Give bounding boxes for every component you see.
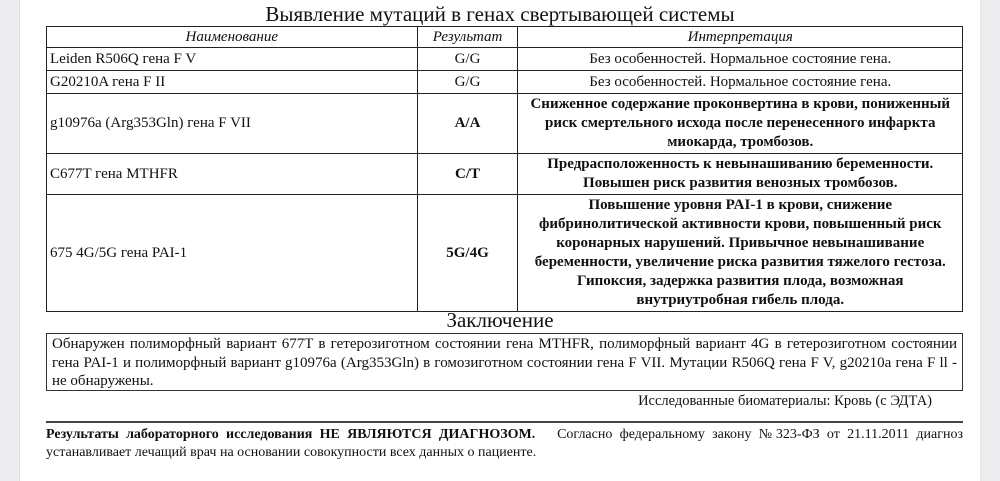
table-row — [47, 94, 963, 154]
mutations-table — [46, 26, 963, 312]
right-margin-scroll-area[interactable] — [980, 0, 1000, 481]
interpretation: Предрасположенность к невынашиванию беременности. Повышен риск развития венозных тромбозов. — [518, 154, 963, 195]
column-header-result: Результат — [417, 27, 518, 48]
table-row — [47, 48, 963, 71]
interpretation: Повышение уровня PAI-1 в крови, снижение фибринолитической активности крови, повышенный риск коронарных нарушений. Привычное невынашивание беременности, увеличение риска развития тяжелого гестоза. Гипоксия, задержка развития плода, возможная внутриутробная гибель плода. — [518, 195, 963, 312]
interpretation: Без особенностей. Нормальное состояние гена. — [518, 71, 963, 94]
table-row — [47, 71, 963, 94]
gene-name: g10976a (Arg353Gln) гена F VII — [47, 94, 418, 154]
biomaterials-note: Исследованные биоматериалы: Кровь (с ЭДТА) — [638, 393, 932, 409]
conclusion-box — [46, 333, 963, 391]
conclusion-title: Заключение — [446, 308, 554, 332]
disclaimer-bold: Результаты лабораторного исследования НЕ ЯВЛЯЮТСЯ ДИАГНОЗОМ. — [46, 427, 536, 442]
genotype-result: A/A — [417, 94, 518, 154]
table-row — [47, 195, 963, 312]
gene-name: G20210A гена F II — [47, 71, 418, 94]
disclaimer — [46, 426, 963, 462]
interpretation: Сниженное содержание проконвертина в крови, пониженный риск смертельного исхода после перенесенного инфаркта миокарда, тромбозов. — [518, 94, 963, 154]
gene-name: C677T гена MTHFR — [47, 154, 418, 195]
divider-line — [46, 421, 963, 423]
left-margin — [0, 0, 20, 481]
table-header-row — [47, 27, 963, 48]
interpretation: Без особенностей. Нормальное состояние гена. — [518, 48, 963, 71]
genotype-result: G/G — [417, 48, 518, 71]
document-title: Выявление мутаций в генах свертывающей системы — [265, 2, 735, 26]
conclusion-text: Обнаружен полиморфный вариант 677T в гетерозиготном состоянии гена MTHFR, полиморфный вариант 4G в гетерозиготном состоянии гена PAI-1 и полиморфный вариант g10976a (Arg353Gln) в гомозиготном состоянии гена F VII. Мутации R506Q гена F V, g20210a гена F ll - не обнаружены. — [52, 336, 957, 389]
column-header-interpretation: Интерпретация — [518, 27, 963, 48]
disclaimer-text: Согласно федеральному закону №323-ФЗ от 21.11.2011 диагноз устанавливает лечащий врач на основании совокупности всех данных о пациенте. — [46, 427, 963, 460]
document-page — [20, 0, 980, 481]
genotype-result: C/T — [417, 154, 518, 195]
column-header-name: Наименование — [47, 27, 418, 48]
gene-name: 675 4G/5G гена PAI-1 — [47, 195, 418, 312]
genotype-result: G/G — [417, 71, 518, 94]
table-row — [47, 154, 963, 195]
genotype-result: 5G/4G — [417, 195, 518, 312]
gene-name: Leiden R506Q гена F V — [47, 48, 418, 71]
